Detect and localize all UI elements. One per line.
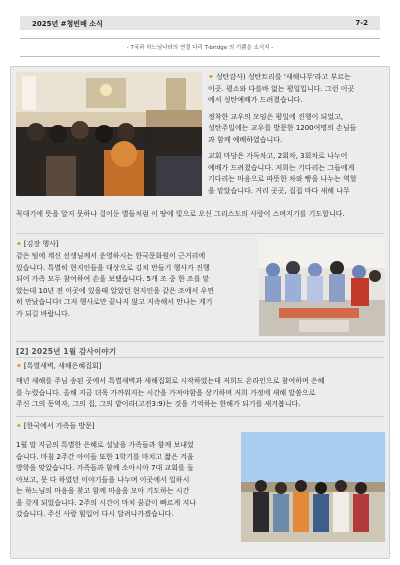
divider — [16, 341, 384, 342]
subtitle-rule — [20, 56, 380, 57]
star-bullet-icon: ✦ — [208, 73, 214, 81]
star-bullet-icon: ✦ — [16, 362, 22, 370]
kimjang-heading: ✦ [김장 행사] — [16, 240, 59, 248]
divider — [16, 416, 384, 417]
newsletter-title: 2025년 #청빈배 소식 — [32, 20, 103, 28]
page-number: 7-2 — [355, 19, 368, 27]
family-group-photo — [241, 432, 385, 542]
newsletter-subtitle: - T국과 하느님나라의 연결 다리 T-bridge 의 기쁨을 소식지 - — [126, 45, 274, 51]
top-rule — [20, 38, 380, 39]
story-christmas: ✦ 성탄감사) 성탄트리를 '새해나무'라고 부르는 이곳. 평소와 다를바 없는 평일입니다. 그런 이곳 에서 성탄예배가 드려졌습니다. 정착한 교우의 모임은 평일에 진행이 되었고, 성탄주일에는 교우를 방문한 1200여명의 손님들 과 함께 예배하였습니다. 교회 마당은 가득차고, 2회차, 3회차로 나누어 예배가 드려졌습니다. 저희는 기다리는 그들에게 기다리는 마음으로 따뜻한 차와 빵을 나누는 역할 을 맡았습니다. 거리 곳곳, 집집 마다 새해 나무 — [208, 73, 357, 195]
story-family-visit: 1월 말 지금의 특별한 은혜로 설날을 가족들과 함께 보내었 습니다. 마침 2주간 아이들 또한 1학기를 마치고 짧은 겨울 방학을 맞았습니다. 가족들과 함께 소아시아 7대 교회를 돌 아보고, 못 다 하였던 이야기들을 나누며 이곳에서 일하시 는 하느님의 마음을 찾고 함께 마음을 모아 기도하는 시간 을 갖게 되었습니다. 2주의 시간이 마치 꿈같이 빠르게 지나 갔습니다. 주신 사랑 힘입어 다시 달려나가겠습니다. — [16, 441, 197, 518]
divider — [16, 357, 384, 358]
divider — [16, 233, 384, 234]
family-visit-heading: ✦ [한국에서 가족들 방문] — [16, 422, 95, 430]
new-year-service-heading: ✦ [특별새벽, 새해은혜집회] — [16, 362, 102, 370]
star-bullet-icon: ✦ — [16, 422, 22, 430]
star-bullet-icon: ✦ — [16, 240, 22, 248]
newsletter-header — [20, 16, 380, 30]
story-christmas-continuation: 꼭대기에 뜻을 알지 못하나 걸어둔 별들처럼 이 땅에 빛으로 오신 그리스도의 사랑이 스며지기를 기도합니다. — [16, 210, 345, 218]
story-new-year-service: 매년 새해를 주님 송된 곳에서 특별새벽과 새해집회로 시작하였는데 저희도 온라인으로 참여하며 은혜 를 누렸습니다. 올해 지금 더욱 가까워지는 시간을 가져야함을 상기하며 저희 가정에 새해 말씀으로 주신 그의 동역자, 그의 집, 그의 밭이라(고전3:9)는 것을 기억하는 한해가 되기를 새겨봅니다. — [16, 377, 325, 408]
section-title: [2] 2025년 1월 감사이야기 — [16, 347, 117, 356]
story-kimjang: 같은 팀에 계신 선생님께서 운영하시는 한국문화원이 근거리에 있습니다. 특별히 현지인들을 대상으로 김치 만들기 행사가 진행 되어 가족 모두 참여하여 손을 보탰습니다. 5개 조 중 한 조를 맡 았는데 10년 전 이곳에 있을때 알았던 현지인을 같은 조에서 우연 히 만났습니다! 그저 행사로만 끝나지 않고 지속해서 만나는 계기 가 되길 바랍니다. — [16, 252, 214, 318]
kimjang-event-photo — [259, 238, 385, 336]
church-crowd-photo — [16, 72, 202, 196]
